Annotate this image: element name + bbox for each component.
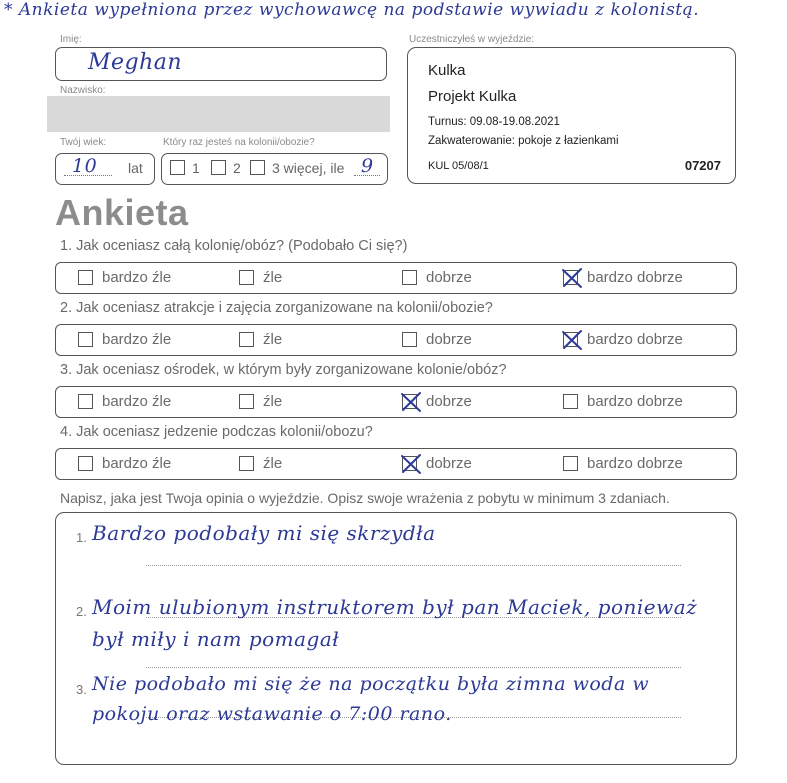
opinion-line-3: był miły i nam pomagał: [92, 627, 340, 651]
question-2-checkbox-3[interactable]: [402, 332, 417, 347]
question-4-option-2: źle: [263, 455, 283, 472]
question-2-checkbox-1[interactable]: [78, 332, 93, 347]
name-field[interactable]: [55, 47, 387, 81]
check-x-icon: [400, 391, 422, 413]
times-value: 9: [361, 155, 374, 177]
question-2-text: 2. Jak oceniasz atrakcje i zajęcia zorganizowane na kolonii/obozie?: [60, 300, 493, 316]
question-4-checkbox-1[interactable]: [78, 456, 93, 471]
trip-label: Uczestniczyłeś w wyjeździe:: [409, 34, 535, 45]
question-3-answers: [55, 386, 737, 418]
question-2-option-3: dobrze: [426, 331, 472, 348]
trip-box: [407, 47, 736, 184]
question-2-checkbox-2[interactable]: [239, 332, 254, 347]
question-4-answers: [55, 448, 737, 480]
question-1-checkbox-3[interactable]: [402, 270, 417, 285]
times-option-3: 3 więcej, ile: [272, 160, 345, 176]
times-option-2: 2: [233, 160, 241, 176]
question-3-checkbox-1[interactable]: [78, 394, 93, 409]
question-1-option-3: dobrze: [426, 269, 472, 286]
check-x-icon: [561, 329, 583, 351]
trip-accommodation: [428, 135, 619, 147]
name-label: Imię:: [60, 34, 82, 45]
opinion-number-3: 3.: [76, 682, 87, 697]
question-1-checkbox-2[interactable]: [239, 270, 254, 285]
question-3-checkbox-3[interactable]: [402, 394, 417, 409]
question-1-checkbox-1[interactable]: [78, 270, 93, 285]
question-2-option-1: bardzo źle: [102, 331, 172, 348]
opinion-line-5: pokoju oraz wstawanie o 7:00 rano.: [92, 703, 452, 725]
question-4-checkbox-2[interactable]: [239, 456, 254, 471]
surname-label: Nazwisko:: [60, 85, 106, 96]
opinion-line-1: Bardzo podobały mi się skrzydła: [92, 521, 436, 545]
accommodation-label: Zakwaterowanie:: [428, 135, 515, 147]
opinion-number-1: 1.: [76, 530, 87, 545]
accommodation-value: pokoje z łazienkami: [518, 135, 619, 147]
surname-redacted: [47, 96, 390, 132]
question-4-option-1: bardzo źle: [102, 455, 172, 472]
header-note: * Ankieta wypełniona przez wychowawcę na podstawie wywiadu z kolonistą.: [4, 0, 700, 20]
age-label: Twój wiek:: [60, 137, 107, 148]
page-title: Ankieta: [55, 192, 189, 233]
trip-org: Kulka: [428, 62, 466, 79]
question-3-text: 3. Jak oceniasz ośrodek, w którym były zorganizowane kolonie/obóz?: [60, 362, 507, 378]
name-value: Meghan: [88, 50, 183, 75]
question-3-option-1: bardzo źle: [102, 393, 172, 410]
trip-number: 07207: [684, 158, 721, 173]
trip-turnus: [428, 116, 560, 128]
question-3-option-3: dobrze: [426, 393, 472, 410]
question-4-option-3: dobrze: [426, 455, 472, 472]
age-value: 10: [72, 155, 98, 177]
times-label: Który raz jesteś na kolonii/obozie?: [163, 137, 315, 148]
question-4-option-4: bardzo dobrze: [587, 455, 683, 472]
turnus-label: Turnus:: [428, 116, 467, 128]
question-1-option-4: bardzo dobrze: [587, 269, 683, 286]
opinion-line-4: Nie podobało mi się że na początku była zimna woda w: [92, 673, 650, 695]
question-2-answers: [55, 324, 737, 356]
question-3-option-4: bardzo dobrze: [587, 393, 683, 410]
age-suffix: lat: [128, 160, 143, 176]
times-field[interactable]: [161, 153, 388, 185]
question-2-option-2: źle: [263, 331, 283, 348]
trip-project: Projekt Kulka: [428, 88, 517, 105]
question-2-checkbox-4[interactable]: [563, 332, 578, 347]
question-3-option-2: źle: [263, 393, 283, 410]
question-4-text: 4. Jak oceniasz jedzenie podczas kolonii/obozu?: [60, 424, 373, 440]
question-1-text: 1. Jak oceniasz całą kolonię/obóz? (Podobało Ci się?): [60, 238, 408, 254]
check-x-icon: [400, 453, 422, 475]
question-3-checkbox-2[interactable]: [239, 394, 254, 409]
question-1-checkbox-4[interactable]: [563, 270, 578, 285]
question-3-checkbox-4[interactable]: [563, 394, 578, 409]
question-1-answers: [55, 262, 737, 294]
question-1-option-2: źle: [263, 269, 283, 286]
turnus-value: 09.08-19.08.2021: [469, 116, 560, 128]
opinion-number-2: 2.: [76, 604, 87, 619]
opinion-box[interactable]: [55, 512, 737, 765]
times-option-1: 1: [192, 160, 200, 176]
question-2-option-4: bardzo dobrze: [587, 331, 683, 348]
question-4-checkbox-3[interactable]: [402, 456, 417, 471]
age-field[interactable]: [55, 153, 155, 185]
opinion-line-2: Moim ulubionym instruktorem był pan Maciek, ponieważ: [92, 595, 698, 619]
opinion-prompt: Napisz, jaka jest Twoja opinia o wyjeździe. Opisz swoje wrażenia z pobytu w minimum 3 zdaniach.: [60, 490, 670, 506]
check-x-icon: [561, 267, 583, 289]
times-checkbox-1[interactable]: [170, 160, 185, 175]
question-4-checkbox-4[interactable]: [563, 456, 578, 471]
trip-code: KUL 05/08/1: [428, 160, 489, 172]
times-checkbox-2[interactable]: [211, 160, 226, 175]
question-1-option-1: bardzo źle: [102, 269, 172, 286]
times-checkbox-3[interactable]: [250, 160, 265, 175]
